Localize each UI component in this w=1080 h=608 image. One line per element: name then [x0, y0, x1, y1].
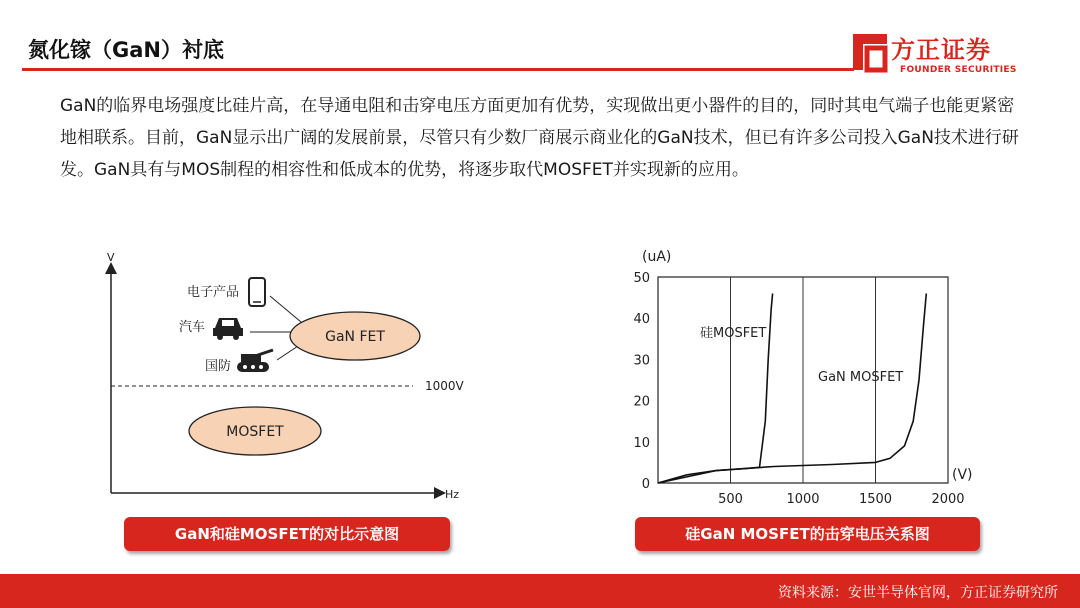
x-tick-label-2000: 2000	[931, 492, 965, 507]
series-label-gan-mosfet: GaN MOSFET	[818, 370, 904, 385]
founder-logo-icon	[847, 30, 891, 74]
threshold-label: 1000V	[425, 379, 464, 393]
x-tick-label-1000: 1000	[786, 492, 820, 507]
body-paragraph: GaN的临界电场强度比硅片高，在导通电阻和击穿电压方面更加有优势，实现做出更小器件的目的，同时其电气端子也能更紧密地相联系。目前，GaN显示出广阔的发展前景，尽管只有少数厂商展示商业化的GaN技术，但已有许多公司投入GaN技术进行研发。GaN具有与MOS制程的相容性和低成本的优势，将逐步取代MOSFET并实现新的应用。	[60, 96, 1019, 180]
x-tick-label-500: 500	[718, 492, 743, 507]
page-title: 氮化镓（GaN）衬底	[28, 38, 224, 62]
series-label-si-mosfet: 硅MOSFET	[700, 326, 767, 341]
chart-y-unit: (uA)	[642, 249, 672, 265]
breakdown-voltage-chart	[612, 245, 992, 513]
app-label-auto: 汽车	[179, 320, 206, 335]
series-line-1	[658, 294, 926, 484]
y-tick-label-40: 40	[633, 312, 650, 328]
title-rule	[22, 68, 854, 71]
footer-source: 资料来源：安世半导体官网，方正证券研究所	[778, 585, 1058, 601]
series-line-0	[658, 294, 773, 484]
company-logo	[847, 30, 1053, 80]
connector-electronics	[270, 296, 301, 322]
chart-x-unit: (V)	[952, 467, 973, 483]
x-tick-label-1500: 1500	[858, 492, 893, 507]
right-figure-caption: 硅GaN MOSFET的击穿电压关系图	[635, 517, 980, 551]
y-tick-label-20: 20	[633, 394, 650, 410]
y-axis-label: V	[107, 251, 115, 264]
logo-english-name: FOUNDER SECURITIES	[900, 65, 1017, 75]
app-label-defense: 国防	[205, 359, 232, 374]
logo-chinese-name: 方正证券	[891, 36, 991, 64]
app-label-electronics: 电子产品	[187, 285, 240, 300]
gan-fet-label: GaN FET	[325, 329, 385, 345]
comparison-diagram	[95, 250, 475, 512]
mosfet-label: MOSFET	[226, 424, 284, 440]
y-tick-label-50: 50	[633, 271, 650, 286]
left-figure-caption: GaN和硅MOSFET的对比示意图	[124, 517, 450, 551]
x-axis-label: Hz	[445, 488, 460, 501]
tank-icon	[237, 350, 273, 372]
footer-bar	[0, 574, 1080, 608]
y-tick-label-10: 10	[633, 435, 650, 451]
car-icon	[213, 318, 243, 340]
y-tick-label-0: 0	[641, 477, 650, 492]
y-tick-label-30: 30	[633, 353, 650, 369]
phone-icon	[249, 278, 265, 306]
